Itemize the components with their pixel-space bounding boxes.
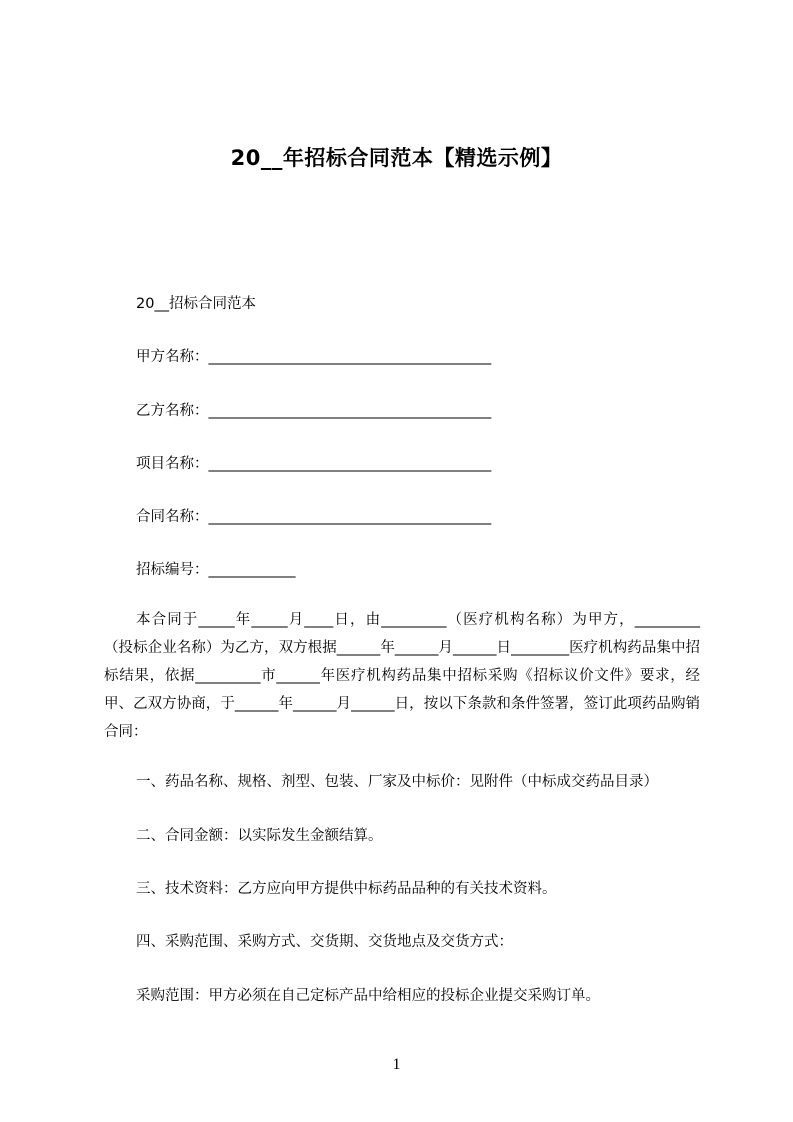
clause-3-technical-data: 三、技术资料：乙方应向甲方提供中标药品品种的有关技术资料。	[136, 881, 557, 897]
clause-1-drug-info: 一、药品名称、规格、剂型、包装、厂家及中标价：见附件（中标成交药品目录）	[136, 774, 658, 790]
document-title: 20__年招标合同范本【精选示例】	[230, 146, 563, 170]
contract-name-field: 合同名称：_______________________________________	[136, 509, 492, 525]
page-number: 1	[392, 1056, 401, 1073]
procurement-scope: 采购范围：甲方必须在自己定标产品中给相应的投标企业提交采购订单。	[136, 988, 600, 1004]
party-b-name-field: 乙方名称：_______________________________________	[136, 403, 492, 419]
clause-2-contract-amount: 二、合同金额：以实际发生金额结算。	[136, 828, 383, 844]
clause-4-procurement: 四、采购范围、采购方式、交货期、交货地点及交货方式：	[136, 934, 513, 950]
tender-number-field: 招标编号：____________	[136, 562, 296, 578]
party-a-name-field: 甲方名称：_______________________________________	[136, 349, 492, 365]
project-name-field: 项目名称：_______________________________________	[136, 456, 492, 472]
contract-subtitle: 20__招标合同范本	[136, 296, 256, 312]
intro-paragraph: 本合同于_____年_____月____日，由_________（医疗机构名称）为甲方，_________（投标企业名称）为乙方，双方根据______年______月______日________医疗机构药品集中招标结果，依据_________市______年医疗机构药品集中招标采购《招标议价文件》要求，经甲、乙双方协商，于______年______月______日，按以下条款和条件签署，签订此项药品购销合同：	[104, 612, 700, 740]
